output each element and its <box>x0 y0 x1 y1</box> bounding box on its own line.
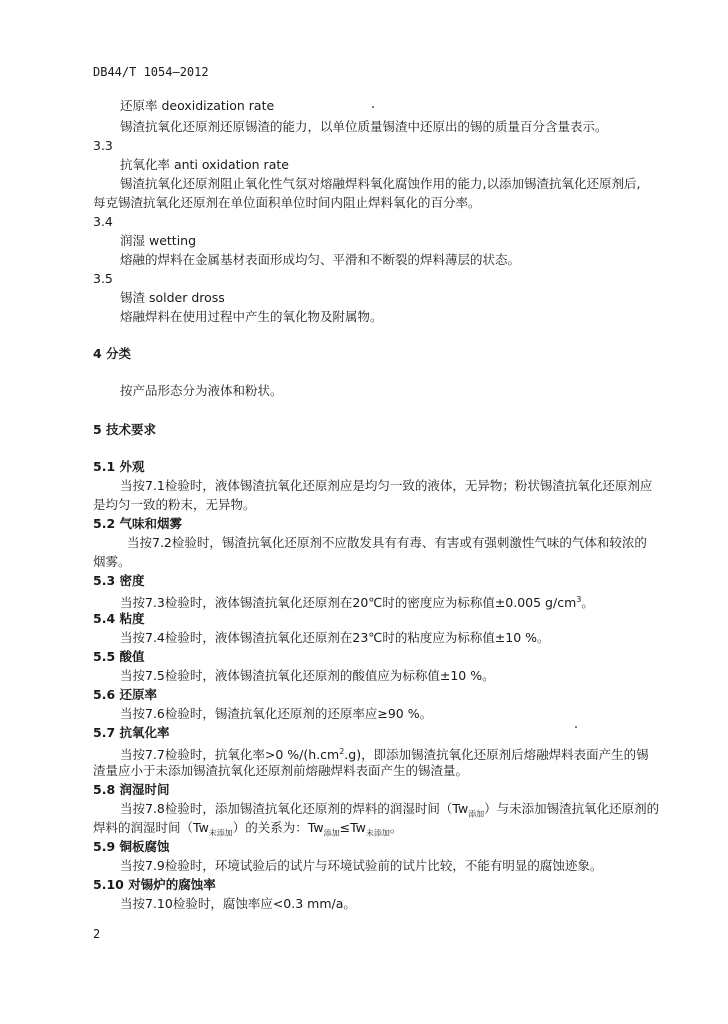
section-heading-4: 4 分类 <box>93 346 132 361</box>
clause-text: 焊料的润湿时间$(Tw_{未添加})$的关系为：$Tw_{添加}\le Tw_{未添加}$。 <box>93 820 403 838</box>
clause-number: 3.5 <box>93 271 113 286</box>
section-body: 按产品形态分为液体和粉状。 <box>120 383 283 398</box>
clause-heading-5-5: 5.5 酸值 <box>93 649 145 664</box>
clause-heading-5-7: 5.7 抗氧化率 <box>93 725 170 740</box>
section-heading-5: 5 技术要求 <box>93 422 157 437</box>
term-anti-oxidation-rate: 抗氧化率 anti oxidation rate <box>120 157 289 172</box>
definition-text: 熔融焊料在使用过程中产生的氧化物及附属物。 <box>120 309 383 324</box>
clause-text: 烟雾。 <box>93 554 131 569</box>
clause-text: 当按7.6检验时，锡渣抗氧化还原剂的还原率应≥90 %。 <box>120 706 433 721</box>
clause-text: 当按7.7检验时，抗氧化率>0 $\%/(h.cm^2.g)$，即添加锡渣抗氧化还原剂后熔融焊料表面产生的锡 <box>120 747 649 763</box>
clause-heading-5-4: 5.4 粘度 <box>93 611 145 626</box>
clause-heading-5-9: 5.9 铜板腐蚀 <box>93 839 170 854</box>
definition-text: 锡渣抗氧化还原剂阻止氧化性气氛对熔融焊料氧化腐蚀作用的能力,以添加锡渣抗氧化还原剂后, <box>120 176 641 191</box>
clause-text: 是均匀一致的粉末，无异物。 <box>93 497 256 512</box>
clause-text: 渣量应小于未添加锡渣抗氧化还原剂前熔融焊料表面产生的锡渣量。 <box>93 763 469 778</box>
scan-speck <box>575 726 577 728</box>
term-deoxidization-rate: 还原率 deoxidization rate <box>120 98 275 113</box>
page-number: 2 <box>93 927 101 941</box>
clause-text: 当按7.2检验时，锡渣抗氧化还原剂不应散发具有有毒、有害或有强刺激性气味的气体和较浓的 <box>127 535 647 550</box>
definition-text: 每克锡渣抗氧化还原剂在单位面积单位时间内阻止焊料氧化的百分率。 <box>93 195 481 210</box>
definition-text: 熔融的焊料在金属基材表面形成均匀、平滑和不断裂的焊料薄层的状态。 <box>120 252 521 267</box>
document-code: DB44/T 1054—2012 <box>93 65 209 79</box>
clause-text: 当按7.9检验时，环境试验后的试片与环境试验前的试片比较，不能有明显的腐蚀迹象。 <box>120 858 603 873</box>
clause-heading-5-2: 5.2 气味和烟雾 <box>93 516 182 531</box>
clause-text: 当按7.8检验时，添加锡渣抗氧化还原剂的焊料的润湿时间$(Tw_{添加})$与未添加锡渣抗氧化还原剂的 <box>120 801 660 819</box>
term-wetting: 润湿 wetting <box>120 233 197 248</box>
term-solder-dross: 锡渣 solder dross <box>120 290 225 305</box>
clause-heading-5-10: 5.10 对锡炉的腐蚀率 <box>93 877 216 892</box>
clause-text: 当按7.4检验时，液体锡渣抗氧化还原剂在23℃时的粘度应为标称值±10 %。 <box>120 630 550 645</box>
clause-number: 3.4 <box>93 214 113 229</box>
clause-text: 当按7.5检验时，液体锡渣抗氧化还原剂的酸值应为标称值±10 %。 <box>120 668 495 683</box>
clause-text: 当按7.10检验时，腐蚀率应<0.3 mm/a。 <box>120 896 356 911</box>
clause-heading-5-3: 5.3 密度 <box>93 573 145 588</box>
scan-speck <box>372 106 374 108</box>
clause-heading-5-6: 5.6 还原率 <box>93 687 157 702</box>
clause-number: 3.3 <box>93 138 113 153</box>
definition-text: 锡渣抗氧化还原剂还原锡渣的能力，以单位质量锡渣中还原出的锡的质量百分含量表示。 <box>120 119 608 134</box>
clause-text: 当按7.3检验时，液体锡渣抗氧化还原剂在20℃时的密度应为标称值±0.005 $g/cm^3$。 <box>120 595 594 611</box>
clause-heading-5-8: 5.8 润湿时间 <box>93 782 170 797</box>
clause-text: 当按7.1检验时，液体锡渣抗氧化还原剂应是均匀一致的液体，无异物；粉状锡渣抗氧化还原剂应 <box>120 478 653 493</box>
clause-heading-5-1: 5.1 外观 <box>93 459 145 474</box>
